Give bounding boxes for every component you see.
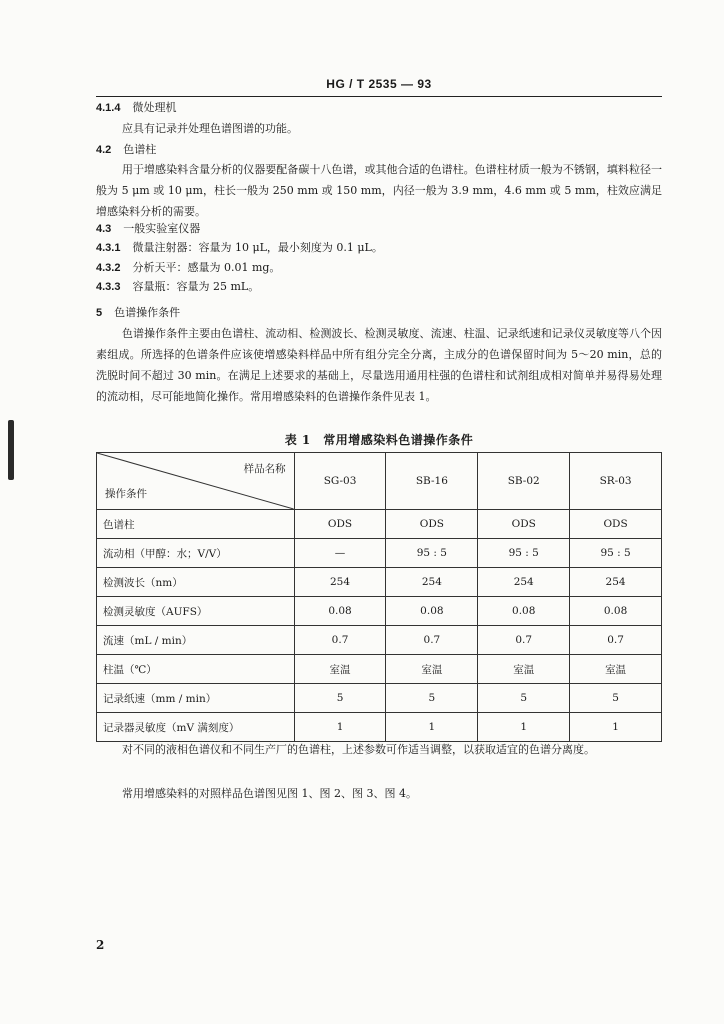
section-5-body: 色谱操作条件主要由色谱柱、流动相、检测波长、检测灵敏度、流速、柱温、记录纸速和记录仪灵敏度等八个因素组成。所选择的色谱条件应该使增感染料样品中所有组分完全分离，主成分的色谱保留时间为 5～20 min，总的洗脱时间不超过 30 min。在满足上述要求的基础上，尽量选用通用柱强的色谱柱和试剂组成相对简单并易得易处理的流动相，尽可能地简化操作。常用增感染料的色谱操作条件见表 1。	[96, 327, 662, 403]
section-text: 容量瓶：容量为 25 mL。	[132, 280, 260, 293]
table-cell: 254	[478, 568, 570, 597]
row-label: 检测灵敏度（AUFS）	[97, 597, 295, 626]
table-cell: 1	[294, 713, 386, 742]
table-cell: 0.08	[570, 597, 662, 626]
table-cell: 0.7	[386, 626, 478, 655]
section-4-3-3	[96, 280, 259, 294]
table-row	[97, 713, 662, 742]
table-cell: 0.7	[294, 626, 386, 655]
table-cell: 254	[294, 568, 386, 597]
table-cell: 1	[570, 713, 662, 742]
table-row	[97, 597, 662, 626]
scan-artifact	[8, 420, 14, 480]
table-caption: 表 1 常用增感染料色谱操作条件	[284, 433, 474, 447]
table-corner-cell	[97, 453, 295, 510]
table-cell: ODS	[570, 510, 662, 539]
table-cell: ODS	[478, 510, 570, 539]
row-label: 记录纸速（mm / min）	[97, 684, 295, 713]
section-4-1-4-heading	[96, 101, 176, 115]
table-cell: ODS	[294, 510, 386, 539]
row-label: 流动相（甲醇：水；V/V）	[97, 539, 295, 568]
table-cell: 5	[294, 684, 386, 713]
table-cell: 室温	[294, 655, 386, 684]
table-cell: 0.08	[386, 597, 478, 626]
operating-conditions-table	[96, 452, 662, 742]
table-cell: 5	[386, 684, 478, 713]
section-number: 4.3	[96, 223, 112, 235]
row-label: 流速（mL / min）	[97, 626, 295, 655]
row-label: 色谱柱	[97, 510, 295, 539]
table-cell: 254	[386, 568, 478, 597]
row-label: 检测波长（nm）	[97, 568, 295, 597]
section-number: 5	[96, 307, 103, 319]
section-text: 微量注射器：容量为 10 μL，最小刻度为 0.1 μL。	[132, 241, 383, 254]
table-cell: 室温	[570, 655, 662, 684]
table-cell: 95 : 5	[570, 539, 662, 568]
section-number: 4.3.2	[96, 262, 121, 274]
section-5-heading	[96, 306, 180, 320]
table-cell: 5	[478, 684, 570, 713]
section-4-3-heading	[96, 222, 200, 236]
table-row	[97, 655, 662, 684]
section-number: 4.2	[96, 144, 112, 156]
table-cell: 0.08	[478, 597, 570, 626]
corner-bottom-label: 操作条件	[105, 488, 147, 500]
table-cell: 1	[386, 713, 478, 742]
section-title: 色谱操作条件	[114, 306, 181, 319]
section-number: 4.1.4	[96, 102, 121, 114]
table-cell: 0.7	[478, 626, 570, 655]
table-header-row	[97, 453, 662, 510]
table-cell: 0.08	[294, 597, 386, 626]
table-cell: ODS	[386, 510, 478, 539]
section-4-2-body: 用于增感染料含量分析的仪器要配备碳十八色谱，或其他合适的色谱柱。色谱柱材质一般为不锈钢，填料粒径一般为 5 μm 或 10 μm，柱长一般为 250 mm 或 150 mm，内径一般为 3.9 mm，4.6 mm 或 5 mm，柱效应满足增感染料分析的需要。	[96, 163, 662, 218]
section-4-1-4-body: 应具有记录并处理色谱图谱的功能。	[122, 122, 298, 135]
post-table-paragraph: 对不同的液相色谱仪和不同生产厂的色谱柱，上述参数可作适当调整，以获取适宜的色谱分离度。	[122, 743, 595, 756]
section-4-3-2	[96, 261, 280, 275]
table-cell: 1	[478, 713, 570, 742]
table-row	[97, 684, 662, 713]
corner-top-label: 样品名称	[243, 463, 286, 475]
table-cell: 95 : 5	[386, 539, 478, 568]
table-cell: 室温	[478, 655, 570, 684]
section-text: 分析天平：感量为 0.01 mg。	[132, 261, 281, 274]
table-row	[97, 539, 662, 568]
column-header: SG-03	[294, 453, 386, 510]
table-cell: 95 : 5	[478, 539, 570, 568]
figure-reference-paragraph: 常用增感染料的对照样品色谱图见图 1、图 2、图 3、图 4。	[122, 787, 417, 800]
section-title: 微处理机	[132, 101, 177, 114]
table-cell: 0.7	[570, 626, 662, 655]
table-cell: —	[294, 539, 386, 568]
row-label: 记录器灵敏度（mV 满刻度）	[97, 713, 295, 742]
column-header: SR-03	[570, 453, 662, 510]
section-title: 一般实验室仪器	[123, 222, 201, 235]
column-header: SB-16	[386, 453, 478, 510]
section-title: 色谱柱	[123, 143, 157, 156]
table-cell: 5	[570, 684, 662, 713]
row-label: 柱温（℃）	[97, 655, 295, 684]
section-number: 4.3.1	[96, 242, 121, 254]
section-4-2-heading	[96, 143, 156, 157]
header-rule	[96, 96, 662, 97]
table-row	[97, 626, 662, 655]
table-cell: 254	[570, 568, 662, 597]
section-4-3-1	[96, 241, 383, 255]
table-row	[97, 510, 662, 539]
table-cell: 室温	[386, 655, 478, 684]
column-header: SB-02	[478, 453, 570, 510]
standard-code-header: HG / T 2535 — 93	[326, 77, 432, 91]
table-row	[97, 568, 662, 597]
page-number: 2	[96, 938, 105, 952]
section-number: 4.3.3	[96, 281, 121, 293]
